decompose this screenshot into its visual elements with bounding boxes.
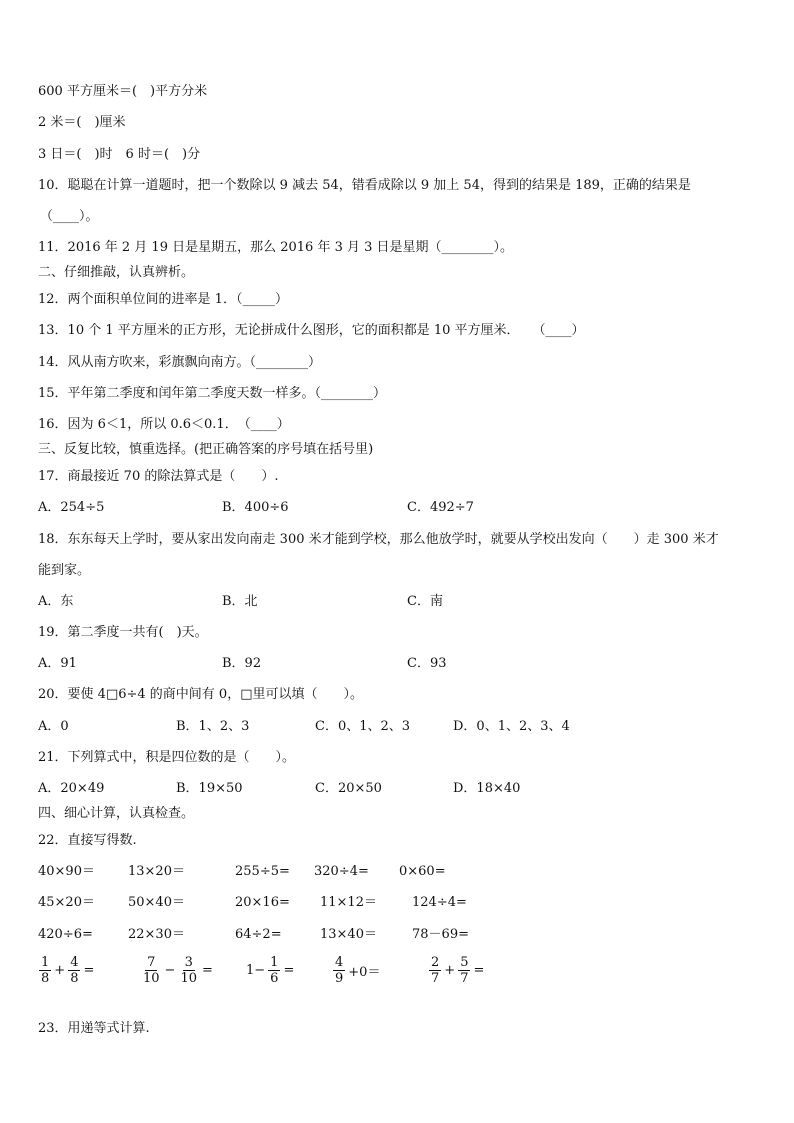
numerator: 4 xyxy=(335,954,344,970)
denominator: 10 xyxy=(180,970,197,986)
fraction-expr-5 xyxy=(428,950,486,990)
section-2-heading: 二、仔细推敲，认真辨析。 xyxy=(38,265,195,280)
q20-option-c: C．0、1、2、3 xyxy=(315,719,411,734)
operator: + xyxy=(444,962,456,978)
equals: = xyxy=(202,962,213,978)
q17-option-b: B．400÷6 xyxy=(222,500,289,515)
fraction-expr-2 xyxy=(140,950,215,990)
fraction xyxy=(141,955,162,986)
calc-item: 0×60= xyxy=(399,864,446,879)
question-12: 12．两个面积单位间的进率是 1．（_____） xyxy=(38,292,288,307)
denominator: 9 xyxy=(335,970,344,986)
q18-option-c: C．南 xyxy=(407,594,443,609)
q18-option-a: A．东 xyxy=(38,594,74,609)
denominator: 7 xyxy=(431,970,440,986)
calc-item: 11×12＝ xyxy=(320,895,377,910)
section-4-heading: 四、细心计算，认真检查。 xyxy=(38,806,195,821)
q21-option-d: D．18×40 xyxy=(453,781,521,796)
question-22: 22．直接写得数. xyxy=(38,833,137,848)
question-18: 18．东东每天上学时，要从家出发向南走 300 米才能到学校，那么他放学时，就要从学校出发向（ ）走 300 米才 xyxy=(38,532,719,547)
q18-option-b: B．北 xyxy=(222,594,258,609)
calc-item: 22×30＝ xyxy=(128,927,185,942)
q21-option-b: B．19×50 xyxy=(176,781,243,796)
fraction-expr-4 xyxy=(332,950,382,990)
equals: = xyxy=(473,962,485,978)
q21-option-a: A．20×49 xyxy=(38,781,105,796)
calc-item: 64÷2= xyxy=(235,927,282,942)
question-11: 11．2016 年 2 月 19 日是星期五，那么 2016 年 3 月 3 日是星期（________）。 xyxy=(38,240,514,255)
denominator: 7 xyxy=(460,970,469,986)
q21-option-c: C．20×50 xyxy=(315,781,382,796)
calc-item: 20×16= xyxy=(235,895,290,910)
numerator: 7 xyxy=(147,954,156,970)
q19-option-a: A．91 xyxy=(38,656,77,671)
equals: = xyxy=(283,962,295,978)
numerator: 3 xyxy=(184,954,193,970)
operator: − xyxy=(164,962,176,978)
question-18-cont: 能到家。 xyxy=(38,563,91,578)
q17-option-c: C．492÷7 xyxy=(407,500,474,515)
calc-item: 40×90＝ xyxy=(38,864,95,879)
calc-item: 78－69= xyxy=(412,927,469,942)
calc-item: 50×40＝ xyxy=(128,895,185,910)
q19-option-c: C．93 xyxy=(407,656,447,671)
question-13: 13．10 个 1 平方厘米的正方形，无论拼成什么图形，它的面积都是 10 平方厘米． （____） xyxy=(38,323,585,338)
numerator: 1 xyxy=(41,954,50,970)
q20-option-d: D．0、1、2、3、4 xyxy=(453,719,570,734)
leading-term: 1− xyxy=(246,962,266,978)
question-17: 17．商最接近 70 的除法算式是（ ）. xyxy=(38,469,279,484)
calc-item: 320÷4= xyxy=(314,864,369,879)
question-10: 10．聪聪在计算一道题时，把一个数除以 9 减去 54，错看成除以 9 加上 54，得到的结果是 189，正确的结果是 xyxy=(38,178,691,193)
fraction xyxy=(429,955,441,986)
question-14: 14．风从南方吹来，彩旗飘向南方。（________） xyxy=(38,355,322,370)
question-23: 23．用递等式计算. xyxy=(38,1021,150,1036)
line-length-conversion: 2 米＝( )厘米 xyxy=(38,115,126,130)
denominator: 8 xyxy=(70,970,79,986)
q19-option-b: B．92 xyxy=(222,656,262,671)
question-19: 19．第二季度一共有( )天。 xyxy=(38,625,208,640)
calc-item: 124÷4= xyxy=(412,895,467,910)
equals: = xyxy=(83,962,95,978)
denominator: 10 xyxy=(143,970,160,986)
fraction xyxy=(178,955,199,986)
calc-item: 13×40＝ xyxy=(320,927,377,942)
line-time-conversion: 3 日＝( )时 6 时＝( )分 xyxy=(38,147,201,162)
fraction xyxy=(68,955,80,986)
section-3-heading: 三、反复比较，慎重选择。(把正确答案的序号填在括号里) xyxy=(38,442,374,457)
calc-item: 420÷6= xyxy=(38,927,93,942)
q20-option-a: A．0 xyxy=(38,719,69,734)
trailing-term: +0＝ xyxy=(348,964,381,980)
calc-item: 255÷5= xyxy=(235,864,290,879)
calc-item: 45×20＝ xyxy=(38,895,95,910)
fraction-row xyxy=(0,950,794,990)
question-20: 20．要使 4□6÷4 的商中间有 0，□里可以填（ ）。 xyxy=(38,687,363,702)
operator: + xyxy=(54,962,66,978)
calc-item: 13×20＝ xyxy=(128,864,185,879)
q20-option-b: B．1、2、3 xyxy=(176,719,250,734)
question-21: 21．下列算式中，积是四位数的是（ ）。 xyxy=(38,750,296,765)
question-16: 16．因为 6＜1，所以 0.6＜0.1． （____） xyxy=(38,417,290,432)
question-15: 15．平年第二季度和闰年第二季度天数一样多。（________） xyxy=(38,386,387,401)
line-area-conversion: 600 平方厘米＝( )平方分米 xyxy=(38,84,208,99)
question-10-blank: （____）。 xyxy=(40,209,99,224)
denominator: 8 xyxy=(41,970,50,986)
fraction xyxy=(39,955,51,986)
fraction-expr-1 xyxy=(38,950,96,990)
fraction xyxy=(333,955,345,986)
numerator: 2 xyxy=(431,954,440,970)
fraction xyxy=(268,955,280,986)
denominator: 6 xyxy=(270,970,279,986)
numerator: 5 xyxy=(460,954,469,970)
fraction-expr-3 xyxy=(244,950,296,990)
q17-option-a: A．254÷5 xyxy=(38,500,105,515)
numerator: 4 xyxy=(70,954,79,970)
numerator: 1 xyxy=(270,954,279,970)
fraction xyxy=(458,955,470,986)
